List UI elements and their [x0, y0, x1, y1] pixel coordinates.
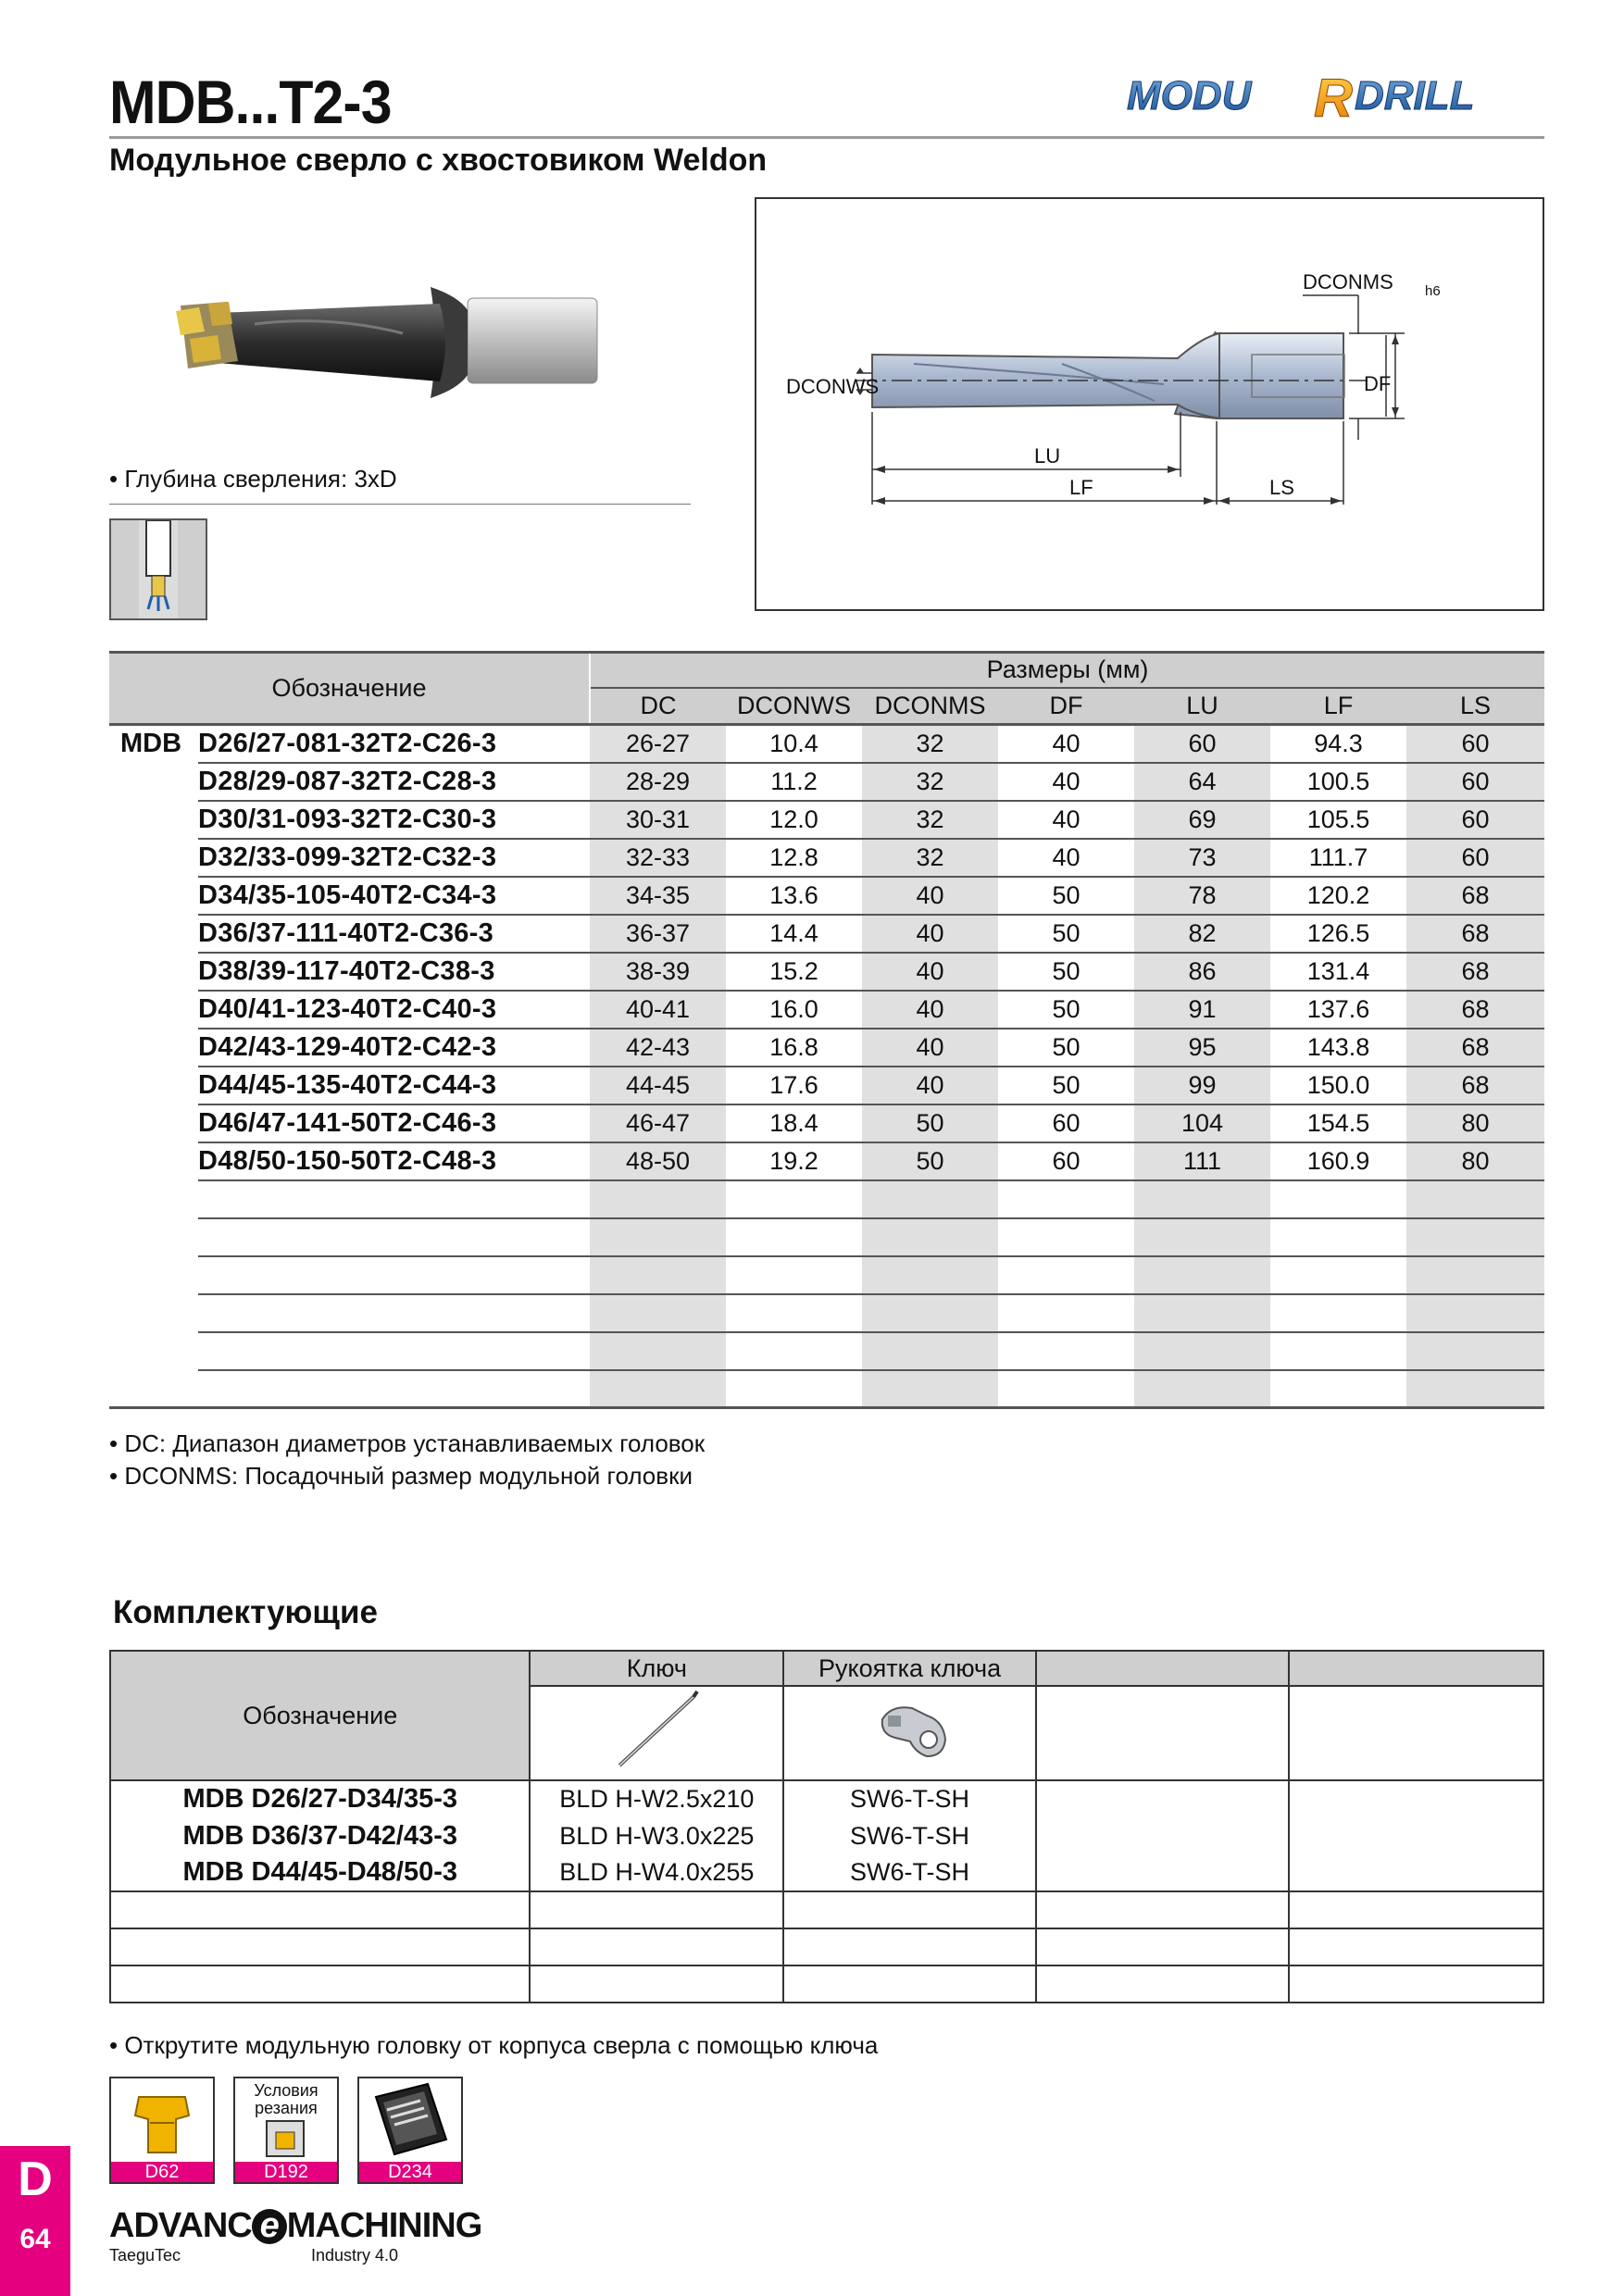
brand-part2: e	[252, 2209, 287, 2244]
empty-cell	[1134, 1294, 1270, 1332]
accessories-title: Комплектующие	[113, 1594, 378, 1630]
key-header: Ключ	[530, 1651, 783, 1686]
value-cell-lu: 91	[1134, 991, 1270, 1029]
value-cell-dc: 40-41	[590, 991, 726, 1029]
empty-cell	[998, 1294, 1134, 1332]
accessory-key: BLD H-W3.0x225	[530, 1817, 783, 1854]
designation-cell: D42/43-129-40T2-C42-3	[198, 1031, 497, 1062]
page-subtitle: Модульное сверло с хвостовиком Weldon	[109, 143, 768, 178]
value-cell-dconms: 50	[862, 1142, 998, 1180]
value-cell-df: 40	[1052, 805, 1081, 833]
empty-cell	[1270, 1180, 1406, 1218]
empty-cell	[862, 1256, 998, 1294]
empty-cell	[862, 1294, 998, 1332]
value-cell-lu: 95	[1134, 1029, 1270, 1067]
dconms-label: DCONMS	[1303, 270, 1393, 293]
brand-part1: ADVANC	[109, 2206, 252, 2245]
designation-cell: D40/41-123-40T2-C40-3	[198, 993, 497, 1024]
table-row	[109, 725, 1544, 763]
reference-caption-2: Условия резания	[254, 2081, 319, 2117]
empty-table-row	[109, 1180, 1544, 1218]
company-name: TaeguTec	[109, 2246, 181, 2265]
designation-prefix	[109, 1104, 198, 1142]
value-cell-ls: 68	[1406, 1029, 1544, 1067]
column-header-dc: DC	[590, 688, 726, 725]
value-cell-dconms: 40	[862, 953, 998, 991]
advance-machining-logo	[109, 2206, 482, 2266]
table-row	[109, 839, 1544, 877]
title-divider	[109, 136, 1544, 139]
empty-cell	[998, 1370, 1134, 1408]
value-cell-df: 50	[1052, 918, 1081, 947]
empty-cell	[590, 1218, 726, 1256]
value-cell-lu: 73	[1134, 839, 1270, 877]
drill-product-photo	[162, 259, 625, 417]
column-header-dconws: DCONWS	[726, 688, 862, 725]
empty-cell	[530, 1965, 783, 2003]
value-cell-dc: 36-37	[590, 915, 726, 953]
acc-empty-header-2	[1289, 1651, 1543, 1686]
empty-cell	[1406, 1180, 1544, 1218]
empty-cell	[1270, 1256, 1406, 1294]
value-cell-dconws: 14.4	[769, 918, 818, 947]
value-cell-dconms: 40	[862, 877, 998, 915]
value-cell-df: 50	[1052, 956, 1081, 985]
value-cell-lu: 69	[1134, 801, 1270, 839]
accessory-handle: SW6-T-SH	[783, 1854, 1036, 1891]
designation-prefix	[109, 801, 198, 839]
value-cell-df: 60	[1052, 1108, 1081, 1137]
accessory-row	[110, 1780, 1543, 1817]
value-cell-df: 40	[1052, 729, 1081, 757]
accessory-empty-2	[1289, 1817, 1543, 1854]
value-cell-dconws: 11.2	[770, 767, 818, 795]
accessories-note: • Открутите модульную головку от корпуса сверла с помощью ключа	[109, 2031, 879, 2059]
designation-prefix	[109, 915, 198, 953]
acc-empty-header-1	[1036, 1651, 1290, 1686]
value-cell-lf: 131.4	[1306, 956, 1370, 985]
ls-label: LS	[1269, 476, 1294, 499]
value-cell-df: 50	[1052, 994, 1081, 1023]
logo-text-part1: MODU	[1127, 73, 1252, 119]
table-row	[109, 1029, 1544, 1067]
empty-cell	[862, 1180, 998, 1218]
accessory-designation: MDB D44/45-D48/50-3	[110, 1854, 530, 1891]
empty-table-row	[109, 1370, 1544, 1408]
note-dconms: • DCONMS: Посадочный размер модульной головки	[109, 1462, 693, 1490]
designation-cell: D34/35-105-40T2-C34-3	[198, 880, 497, 910]
empty-cell	[530, 1928, 783, 1965]
value-cell-dconws: 10.4	[769, 729, 818, 757]
acc-designation-header: Обозначение	[110, 1651, 530, 1780]
value-cell-dconms: 40	[862, 991, 998, 1029]
value-cell-ls: 60	[1406, 801, 1544, 839]
value-cell-ls: 60	[1406, 839, 1544, 877]
empty-cell	[726, 1332, 862, 1370]
empty-cell	[862, 1332, 998, 1370]
value-cell-lu: 86	[1134, 953, 1270, 991]
empty-cell	[1406, 1218, 1544, 1256]
value-cell-dconms: 40	[862, 1067, 998, 1104]
designation-cell: D30/31-093-32T2-C30-3	[198, 804, 497, 834]
value-cell-dconms: 40	[862, 1029, 998, 1067]
value-cell-lf: 100.5	[1306, 767, 1370, 795]
value-cell-ls: 60	[1406, 763, 1544, 801]
empty-table-row	[109, 1256, 1544, 1294]
empty-cell	[1134, 1218, 1270, 1256]
value-cell-dconms: 32	[862, 763, 998, 801]
lf-label: LF	[1069, 476, 1093, 499]
key-handle-icon	[855, 1688, 966, 1773]
table-row	[109, 991, 1544, 1029]
value-cell-ls: 80	[1406, 1142, 1544, 1180]
value-cell-ls: 80	[1406, 1104, 1544, 1142]
value-cell-dconms: 32	[862, 839, 998, 877]
empty-cell	[998, 1332, 1134, 1370]
accessory-designation: MDB D26/27-D34/35-3	[110, 1780, 530, 1817]
empty-cell	[590, 1180, 726, 1218]
empty-cell	[198, 1294, 590, 1332]
value-cell-dconws: 19.2	[769, 1146, 818, 1175]
value-cell-dconws: 12.0	[769, 805, 818, 833]
accessory-empty-2	[1289, 1780, 1543, 1817]
empty-cell	[1134, 1332, 1270, 1370]
value-cell-dconms: 32	[862, 725, 998, 763]
designation-prefix	[109, 1067, 198, 1104]
table-row	[109, 915, 1544, 953]
designation-prefix: MDB	[109, 725, 198, 763]
designation-prefix	[109, 1029, 198, 1067]
accessory-handle: SW6-T-SH	[783, 1817, 1036, 1854]
designation-prefix	[109, 1142, 198, 1180]
designation-cell: D44/45-135-40T2-C44-3	[198, 1069, 497, 1100]
value-cell-ls: 68	[1406, 1067, 1544, 1104]
empty-cell	[998, 1218, 1134, 1256]
empty-accessory-row	[110, 1965, 1543, 2003]
value-cell-lf: 105.5	[1306, 805, 1370, 833]
reference-label-2: D192	[235, 2162, 337, 2182]
value-cell-lu: 104	[1134, 1104, 1270, 1142]
empty-cell	[590, 1370, 726, 1408]
lu-label: LU	[1034, 444, 1061, 468]
empty-cell	[110, 1928, 530, 1965]
technical-drawing	[755, 197, 1544, 611]
value-cell-dconws: 16.8	[769, 1032, 818, 1061]
dconms-tolerance-label: h6	[1425, 283, 1441, 299]
value-cell-ls: 68	[1406, 953, 1544, 991]
column-header-lu: LU	[1134, 688, 1270, 725]
value-cell-dc: 26-27	[590, 725, 726, 763]
empty-cell	[1036, 1965, 1290, 2003]
empty-cell	[862, 1370, 998, 1408]
value-cell-lf: 137.6	[1306, 994, 1370, 1023]
value-cell-dconws: 15.2	[769, 956, 818, 985]
designation-prefix	[109, 953, 198, 991]
value-cell-dconws: 13.6	[769, 880, 818, 909]
section-tab	[0, 2146, 70, 2296]
column-header-ls: LS	[1406, 688, 1544, 725]
empty-cell	[1270, 1218, 1406, 1256]
accessory-designation: MDB D36/37-D42/43-3	[110, 1817, 530, 1854]
value-cell-dc: 32-33	[590, 839, 726, 877]
value-cell-dc: 48-50	[590, 1142, 726, 1180]
depth-divider	[109, 504, 691, 505]
value-cell-lu: 60	[1134, 725, 1270, 763]
empty-cell	[1406, 1294, 1544, 1332]
value-cell-ls: 60	[1406, 725, 1544, 763]
reference-link-cutting-conditions[interactable]	[233, 2077, 339, 2184]
empty-cell	[998, 1180, 1134, 1218]
handle-image-cell	[783, 1686, 1036, 1780]
empty-cell	[862, 1218, 998, 1256]
table-row	[109, 1142, 1544, 1180]
value-cell-df: 40	[1052, 842, 1081, 871]
empty-cell	[110, 1965, 530, 2003]
value-cell-df: 40	[1052, 767, 1081, 795]
empty-cell	[1289, 1965, 1543, 2003]
value-cell-lf: 143.8	[1306, 1032, 1370, 1061]
empty-cell	[726, 1218, 862, 1256]
value-cell-lu: 64	[1134, 763, 1270, 801]
drilling-depth-note: • Глубина сверления: 3xD	[109, 465, 397, 493]
value-cell-dconms: 40	[862, 915, 998, 953]
accessory-empty-1	[1036, 1817, 1290, 1854]
technical-book-icon	[359, 2078, 461, 2162]
value-cell-lf: 126.5	[1306, 918, 1370, 947]
value-cell-lf: 160.9	[1306, 1146, 1370, 1175]
value-cell-dconms: 50	[862, 1104, 998, 1142]
designation-prefix	[109, 877, 198, 915]
empty-cell	[1270, 1294, 1406, 1332]
value-cell-df: 60	[1052, 1146, 1081, 1175]
value-cell-df: 50	[1052, 1070, 1081, 1099]
empty-cell	[726, 1370, 862, 1408]
designation-prefix	[109, 839, 198, 877]
logo-text-part3: DRILL	[1355, 73, 1475, 119]
page-number: 64	[19, 2224, 51, 2254]
dimensions-table	[109, 651, 1544, 1409]
dconws-label: DCONWS	[786, 375, 880, 398]
value-cell-lf: 111.7	[1308, 842, 1368, 871]
empty-table-row	[109, 1332, 1544, 1370]
table-row	[109, 1067, 1544, 1104]
value-cell-df: 50	[1052, 1032, 1081, 1061]
reference-label-1: D62	[111, 2162, 213, 2182]
df-label: DF	[1364, 372, 1392, 395]
empty-cell	[1036, 1891, 1290, 1928]
value-cell-lu: 111	[1134, 1142, 1270, 1180]
value-cell-df: 50	[1052, 880, 1081, 909]
designation-cell: D38/39-117-40T2-C38-3	[198, 955, 495, 986]
designation-prefix	[109, 991, 198, 1029]
accessory-empty-2	[1289, 1854, 1543, 1891]
empty-table-row	[109, 1294, 1544, 1332]
empty-accessory-row	[110, 1928, 1543, 1965]
value-cell-lf: 94.3	[1314, 729, 1363, 757]
empty-cell	[590, 1256, 726, 1294]
accessory-row	[110, 1817, 1543, 1854]
accessory-key: BLD H-W2.5x210	[530, 1780, 783, 1817]
empty-cell	[1406, 1256, 1544, 1294]
accessory-row	[110, 1854, 1543, 1891]
table-row	[109, 1104, 1544, 1142]
empty-cell	[783, 1891, 1036, 1928]
logo-text-part2: R	[1314, 69, 1353, 128]
empty-cell	[726, 1256, 862, 1294]
value-cell-dc: 30-31	[590, 801, 726, 839]
page-title: MDB...T2-3	[109, 68, 392, 136]
designation-cell: D48/50-150-50T2-C48-3	[198, 1145, 497, 1176]
value-cell-dc: 28-29	[590, 763, 726, 801]
column-header-df: DF	[998, 688, 1134, 725]
empty-cell	[1270, 1332, 1406, 1370]
empty-cell	[1134, 1370, 1270, 1408]
empty-cell	[530, 1891, 783, 1928]
empty-cell	[590, 1332, 726, 1370]
value-cell-dc: 44-45	[590, 1067, 726, 1104]
value-cell-dc: 46-47	[590, 1104, 726, 1142]
reference-label-3: D234	[359, 2162, 461, 2182]
column-header-dconms: DCONMS	[862, 688, 998, 725]
designation-cell: D32/33-099-32T2-C32-3	[198, 842, 497, 872]
empty-cell	[1036, 1928, 1290, 1965]
empty-table-row	[109, 1218, 1544, 1256]
accessory-empty-1	[1036, 1854, 1290, 1891]
value-cell-dc: 34-35	[590, 877, 726, 915]
designation-cell: D28/29-087-32T2-C28-3	[198, 766, 497, 796]
value-cell-dconws: 12.8	[769, 842, 818, 871]
hex-key-icon	[601, 1688, 712, 1773]
drilling-application-icon	[109, 518, 207, 620]
key-image-cell	[530, 1686, 783, 1780]
drill-head-icon	[111, 2078, 213, 2162]
empty-cell	[1289, 1928, 1543, 1965]
empty-cell	[1134, 1256, 1270, 1294]
cutting-conditions-icon	[235, 2117, 337, 2164]
empty-cell	[726, 1294, 862, 1332]
dimensions-header: Размеры (мм)	[590, 653, 1544, 688]
empty-cell	[198, 1180, 590, 1218]
empty-cell	[998, 1256, 1134, 1294]
designation-prefix	[109, 763, 198, 801]
empty-cell	[726, 1180, 862, 1218]
empty-cell	[1134, 1180, 1270, 1218]
section-letter: D	[18, 2152, 53, 2206]
designation-cell: D26/27-081-32T2-C26-3	[198, 728, 497, 758]
table-row	[109, 877, 1544, 915]
empty-cell	[110, 1891, 530, 1928]
table-row	[109, 801, 1544, 839]
empty-cell	[198, 1218, 590, 1256]
designation-header: Обозначение	[109, 653, 590, 725]
table-row	[109, 953, 1544, 991]
empty-accessory-row	[110, 1891, 1543, 1928]
empty-cell	[783, 1928, 1036, 1965]
value-cell-dconws: 18.4	[769, 1108, 818, 1137]
value-cell-dc: 42-43	[590, 1029, 726, 1067]
accessory-key: BLD H-W4.0x255	[530, 1854, 783, 1891]
value-cell-lf: 154.5	[1306, 1108, 1370, 1137]
designation-cell: D36/37-111-40T2-C36-3	[198, 917, 494, 948]
table-row	[109, 763, 1544, 801]
empty-cell	[198, 1256, 590, 1294]
value-cell-dconws: 16.0	[769, 994, 818, 1023]
column-header-lf: LF	[1270, 688, 1406, 725]
accessories-table	[109, 1650, 1544, 2003]
brand-part3: MACHINING	[286, 2206, 482, 2245]
note-dc: • DC: Диапазон диаметров устанавливаемых головок	[109, 1429, 706, 1457]
modurdrill-logo	[1125, 69, 1546, 128]
reference-link-inserts[interactable]	[109, 2077, 215, 2184]
empty-cell	[1406, 1332, 1544, 1370]
empty-cell	[1270, 1370, 1406, 1408]
value-cell-lu: 82	[1134, 915, 1270, 953]
accessory-handle: SW6-T-SH	[783, 1780, 1036, 1817]
value-cell-dconws: 17.6	[769, 1070, 818, 1099]
empty-cell	[590, 1294, 726, 1332]
value-cell-ls: 68	[1406, 877, 1544, 915]
empty-cell	[1406, 1370, 1544, 1408]
empty-cell	[198, 1370, 590, 1408]
value-cell-lf: 120.2	[1306, 880, 1370, 909]
tagline: Industry 4.0	[311, 2246, 399, 2265]
value-cell-lf: 150.0	[1306, 1070, 1370, 1099]
value-cell-lu: 78	[1134, 877, 1270, 915]
value-cell-dconms: 32	[862, 801, 998, 839]
empty-cell	[783, 1965, 1036, 2003]
empty-cell	[198, 1332, 590, 1370]
empty-cell	[1289, 1891, 1543, 1928]
reference-link-technical-info[interactable]	[357, 2077, 463, 2184]
handle-header: Рукоятка ключа	[783, 1651, 1036, 1686]
value-cell-ls: 68	[1406, 915, 1544, 953]
accessory-empty-1	[1036, 1780, 1290, 1817]
value-cell-lu: 99	[1134, 1067, 1270, 1104]
designation-cell: D46/47-141-50T2-C46-3	[198, 1107, 497, 1138]
value-cell-ls: 68	[1406, 991, 1544, 1029]
value-cell-dc: 38-39	[590, 953, 726, 991]
